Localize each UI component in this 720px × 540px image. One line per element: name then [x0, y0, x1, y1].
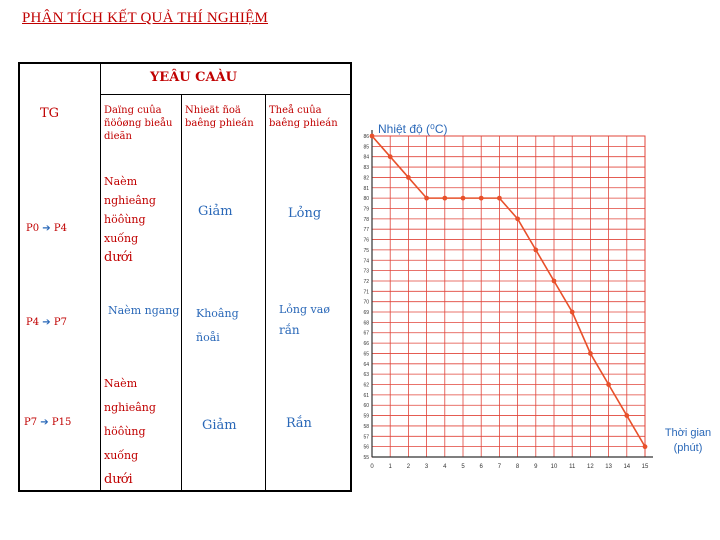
- row-divider: [100, 94, 350, 95]
- x-tick-label: 11: [569, 464, 576, 470]
- row1-shape: Naèm nghieâng höôùng xuống dưới: [104, 175, 156, 265]
- x-tick-label: 9: [534, 464, 538, 470]
- y-tick-label: 78: [363, 216, 369, 223]
- y-tick-label: 83: [363, 165, 369, 172]
- y-tick-label: 70: [363, 299, 369, 306]
- x-tick-label: 6: [479, 464, 483, 470]
- x-tick-label: 0: [370, 464, 374, 470]
- row1-temperature: Giảm: [198, 204, 233, 219]
- row2-shape: Naèm ngang: [108, 304, 180, 317]
- y-tick-label: 63: [363, 372, 369, 379]
- y-tick-label: 85: [363, 144, 369, 151]
- y-tick-label: 81: [363, 185, 369, 192]
- y-axis-label: Nhiệt độ (⁰C): [378, 122, 448, 136]
- analysis-table: [18, 62, 352, 492]
- column-divider: [265, 94, 266, 490]
- y-tick-label: 74: [363, 258, 369, 265]
- page-title: PHÂN TÍCH KẾT QUẢ THÍ NGHIỆM: [22, 10, 269, 26]
- data-point: [624, 413, 629, 418]
- y-tick-label: 84: [363, 154, 369, 161]
- x-tick-label: 4: [443, 464, 447, 470]
- y-tick-label: 66: [363, 341, 369, 348]
- time-range-p0-p4: P0 ➔ P4: [26, 223, 67, 234]
- y-tick-label: 55: [363, 455, 369, 461]
- y-tick-label: 60: [363, 403, 369, 410]
- x-axis-label: (phút): [673, 442, 703, 454]
- y-tick-label: 86: [363, 134, 369, 140]
- column-divider: [100, 64, 101, 490]
- data-point: [461, 196, 466, 201]
- column-header-shape: Daïng cuûa ñöôøng bieåu dieãn: [104, 105, 173, 142]
- data-point: [442, 196, 447, 201]
- data-point: [643, 444, 648, 449]
- data-point: [515, 216, 520, 221]
- data-point: [388, 154, 393, 159]
- x-tick-label: 12: [587, 464, 594, 470]
- data-point: [479, 196, 484, 201]
- data-point: [570, 310, 575, 315]
- x-tick-label: 1: [388, 464, 392, 470]
- data-point: [552, 279, 557, 284]
- plot-area: [372, 136, 645, 457]
- x-axis-label: Thời gian: [664, 427, 712, 439]
- y-tick-label: 65: [363, 351, 369, 358]
- row2-temperature: Khoâng ñoåi: [196, 307, 239, 344]
- x-tick-label: 3: [424, 464, 429, 470]
- row1-state: Lỏng: [288, 206, 322, 221]
- data-point: [406, 175, 411, 180]
- y-tick-label: 59: [363, 413, 369, 420]
- y-tick-label: 76: [363, 237, 369, 244]
- y-tick-label: 73: [363, 268, 369, 275]
- y-tick-label: 68: [363, 320, 369, 327]
- data-point: [370, 134, 375, 139]
- temperature-chart: [356, 118, 716, 474]
- arrow-right-icon: ➔: [42, 223, 51, 234]
- y-tick-label: 71: [363, 289, 369, 296]
- data-point: [497, 196, 502, 201]
- data-point: [424, 196, 429, 201]
- data-point: [588, 351, 593, 356]
- data-point: [606, 382, 611, 387]
- chart-grid: [372, 136, 645, 457]
- time-range-p7-p15: P7 ➔ P15: [24, 417, 72, 428]
- y-tick-label: 72: [363, 278, 369, 285]
- y-tick-label: 69: [363, 310, 369, 317]
- column-header-temperature: Nhieät ñoä baêng phieán: [185, 105, 254, 129]
- x-tick-label: 5: [461, 464, 465, 470]
- y-tick-label: 64: [363, 361, 369, 368]
- column-header-tg: TG: [40, 106, 60, 121]
- data-point: [533, 248, 538, 253]
- y-tick-label: 80: [363, 196, 369, 203]
- row3-shape: Naèm nghieâng höôùng xuống dưới: [104, 377, 156, 487]
- y-tick-label: 58: [363, 423, 369, 430]
- x-tick-label: 10: [550, 464, 558, 470]
- column-divider: [181, 94, 182, 490]
- y-tick-label: 77: [363, 227, 369, 234]
- x-tick-label: 15: [641, 464, 649, 470]
- row3-state: Rắn: [286, 416, 312, 431]
- arrow-right-icon: ➔: [40, 417, 49, 428]
- row3-temperature: Giảm: [202, 418, 237, 433]
- arrow-right-icon: ➔: [42, 317, 51, 328]
- y-tick-label: 79: [363, 206, 369, 213]
- x-tick-label: 14: [623, 464, 631, 470]
- y-tick-label: 57: [363, 434, 369, 441]
- x-tick-label: 8: [515, 464, 520, 470]
- time-range-p4-p7: P4 ➔ P7: [26, 317, 67, 328]
- column-header-state: Theå cuûa baêng phieán: [269, 105, 338, 129]
- row2-state: Lỏng vaø rắn: [279, 303, 330, 337]
- y-tick-label: 75: [363, 247, 369, 254]
- table-header: YEÂU CAÀU: [150, 70, 237, 85]
- x-tick-label: 2: [406, 464, 411, 470]
- y-tick-label: 62: [363, 382, 369, 389]
- y-tick-label: 82: [363, 175, 369, 182]
- x-tick-label: 7: [497, 464, 502, 470]
- x-tick-label: 13: [605, 464, 612, 470]
- y-tick-label: 61: [363, 392, 369, 399]
- y-tick-label: 56: [363, 444, 369, 451]
- y-tick-label: 67: [363, 330, 369, 337]
